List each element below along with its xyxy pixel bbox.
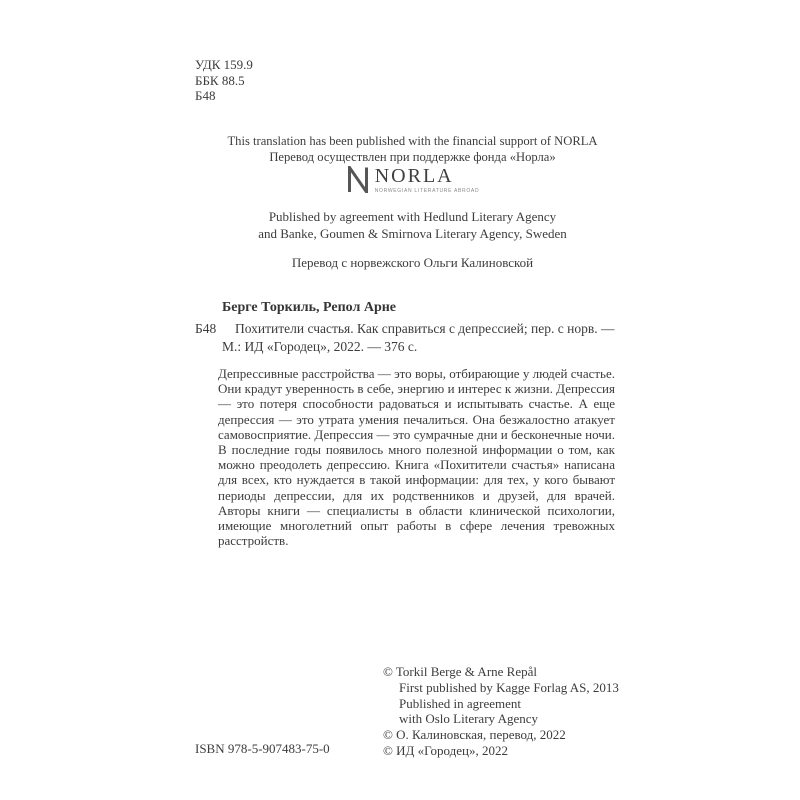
isbn-number: ISBN 978-5-907483-75-0: [195, 741, 330, 756]
authors-heading: Берге Торкиль, Репол Арне: [222, 300, 397, 315]
bib-author-sign: Б48: [195, 321, 217, 336]
bbk-code: ББК 88.5: [195, 72, 245, 88]
udk-code: УДК 159.9: [195, 57, 253, 72]
bib-entry-line-1: Похитители счастья. Как справиться с депрессией; пер. с норв. —: [235, 321, 615, 336]
support-line-russian: Перевод осуществлен при поддержке фонда «Норла»: [269, 150, 556, 164]
translation-support-note: [190, 133, 635, 165]
copyright-first-published: First published by Kagge Forlag AS, 2013: [399, 679, 619, 695]
agreement-line-1: Published by agreement with Hedlund Literary Agency: [268, 209, 557, 224]
norla-wordmark: NORLA: [374, 165, 454, 187]
agreement-note: [190, 208, 635, 242]
bibliographic-record: [195, 320, 614, 356]
copyright-translator: © О. Калиновская, перевод, 2022: [383, 727, 566, 743]
bib-entry-line-2: М.: ИД «Городец», 2022. — 376 с.: [222, 339, 418, 354]
annotation-paragraph: Депрессивные расстройства — это воры, отбирающие у людей счастье. Они крадут уверенность в себе, энергию и интерес к жизни. Депрессия — это потеря способности радоваться и испытывать счастье. А еще депрессия — это утрата умения печалиться. Она безжалостно атакует самовосприятие. Депрессия — это сумрачные дни и бесконечные ночи. В последние годы появилось много полезной информации о том, как можно преодолеть депрессию. Книга «Похитители счастья» написана для всех, кто нуждается в такой информации: для тех, у кого бывают периоды депрессии, для их родственников и друзей, для врачей. Авторы книги — специалисты в области клинической психологии, имеющие многолетний опыт работы в сфере лечения тревожных расстройств.: [218, 366, 615, 549]
copyright-publisher: © ИД «Городец», 2022: [383, 742, 508, 758]
copyright-agreement-line-1: Published in agreement: [399, 695, 522, 711]
agreement-line-2: and Banke, Goumen & Smirnova Literary Agency, Sweden: [258, 226, 567, 241]
copyright-authors: © Torkil Berge & Arne Repål: [383, 664, 537, 679]
norla-n-icon: [346, 166, 370, 198]
norla-tagline: NORWEGIAN LITERATURE ABROAD: [374, 187, 480, 194]
support-line-english: This translation has been published with the financial support of NORLA: [227, 134, 598, 148]
copyright-agreement-line-2: with Oslo Literary Agency: [399, 711, 538, 727]
norla-logo: [190, 166, 635, 198]
translator-credit: Перевод с норвежского Ольги Калиновской: [291, 255, 534, 270]
classification-codes: [195, 57, 253, 104]
copyright-block: [383, 664, 619, 759]
author-sign-code: Б48: [195, 88, 216, 103]
